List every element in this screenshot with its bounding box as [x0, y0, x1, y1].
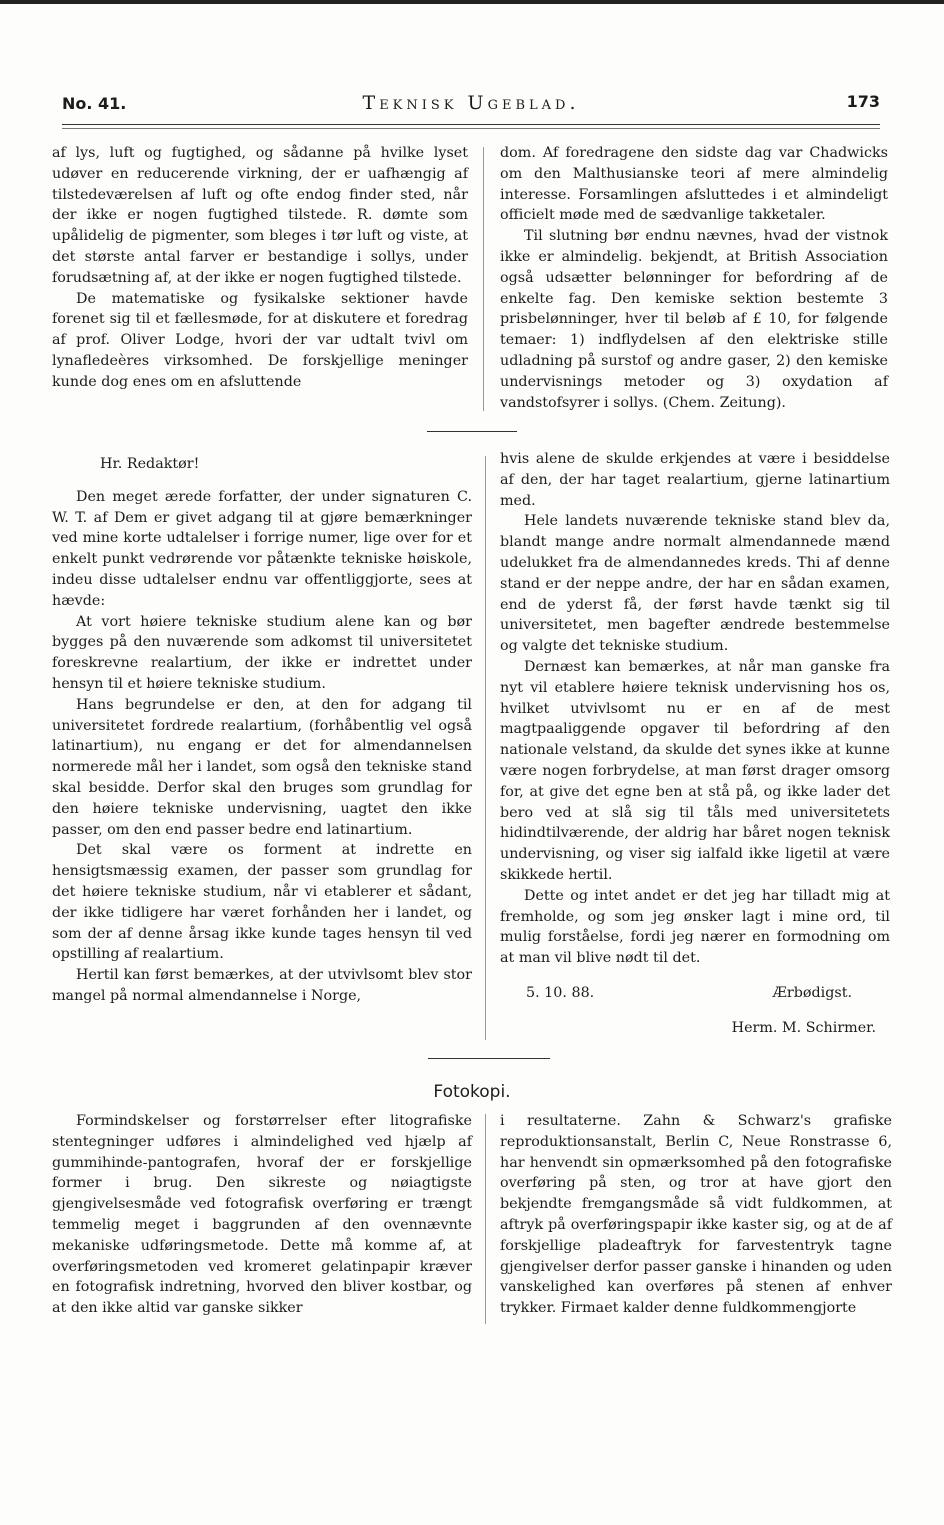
paragraph: Hans begrundelse er den, at den for adgang til universitetet fordrede realartium, (forhåbentlig vel også latinartium), nu engang er det for almendannelsen normerede mål her i landet, som også den tekniske stand skal besidde. Derfor skal den bruges som grundlag for den høiere tekniske undervisning, uagtet den ikke passer, om den end passer bedre end latinartium.	[52, 696, 472, 838]
paragraph: Dette og intet andet er det jeg har tilladt mig at fremholde, og som jeg ønsker lagt i mine ord, til mulig forståelse, fordi jeg nærer en formodning om at man vil blive nødt til det.	[500, 887, 890, 967]
letter-signature: Herm. M. Schirmer.	[731, 1019, 876, 1036]
page-top-border	[0, 0, 944, 4]
paragraph: hvis alene de skulde erkjendes at være i besiddelse af den, der har taget realartium, gjerne latinartium med.	[500, 451, 890, 509]
section1-right-column	[500, 143, 888, 413]
journal-title: Teknisk Ugeblad.	[362, 92, 580, 114]
header-rule-thin	[62, 128, 880, 129]
fotokopi-left-column	[52, 1111, 472, 1319]
paragraph: Dernæst kan bemærkes, at når man ganske fra nyt vil etablere høiere teknisk undervisning hos os, hvilket utvivlsomt nu er en af de mest magtpaaliggende opgaver til befordring af den nationale velstand, da skulde det synes ikke at kunne være nogen forbrydelse, at man først drager omsorg for, at give det egne ben at stå på, og ikke lader det bero ved at slå sig til tåls med universitetets hidindtilværende, der aldrig har båret nogen teknisk undervisning, og viser sig ialfald ikke ligetil at være skikkede hertil.	[500, 658, 890, 883]
section-title: Fotokopi.	[433, 1082, 511, 1102]
column-divider	[485, 1114, 486, 1324]
issue-number: No. 41.	[62, 94, 127, 113]
paragraph: dom. Af foredragene den sidste dag var Chadwicks om den Malthusianske teori af mere almindelig interesse. Forsamlingen afsluttedes i et almindeligt officielt møde med de sædvanlige takketaler.	[500, 145, 888, 224]
letter-closing: Ærbødigst.	[772, 984, 852, 1001]
paragraph: Den meget ærede forfatter, der under signaturen C. W. T. af Dem er givet adgang til at gjøre bemærkninger ved mine korte udtalelser i forrige numer, lige over for et enkelt punkt vedrørende vor påtænkte tekniske høiskole, indeu disse udtalelser endnu var offentliggjorte, sees at hævde:	[52, 488, 472, 609]
running-header	[62, 92, 880, 122]
paragraph: i resultaterne. Zahn & Schwarz's grafiske reproduktionsanstalt, Berlin C, Neue Ronstrasse 6, har henvendt sin opmærksomhed på den fotografiske overføring på sten, og tror at have gjort den bekjendte fremgangsmåde så vidt fuldkommen, at aftryk på overføringspapir ikke kaster sig, og at de af forskjellige pladeaftryk for farvestentryk tagne gjengivelser derfor passer ganske i hinanden og uden vanskelighed kan overføres på stenen af enhver trykker. Firmaet kalder denne fuldkommengjorte	[500, 1113, 892, 1317]
paragraph: At vort høiere tekniske studium alene kan og bør bygges på den nuværende som adkomst til universitetet foreskrevne realartium, der ikke er indrettet under hensyn til et høiere tekniske studium.	[52, 613, 472, 692]
page-number: 173	[846, 92, 880, 111]
section-separator	[428, 1058, 550, 1059]
letter-date: 5. 10. 88.	[526, 984, 595, 1001]
letter-right-column	[500, 449, 890, 1039]
paragraph: Til slutning bør endnu nævnes, hvad der vistnok ikke er almindelig. bekjendt, at British Association også udsætter belønninger for befordring af de enkelte fag. Den kemiske sektion bestemte 3 prisbelønninger, hver til beløb af £ 10, for følgende temaer: 1) indflydelsen af den elektriske stille udladning på surstof og andre gaser, 2) den kemiske undervisnings metoder og 3) oxydation af vandstofsyrer i sollys. (Chem. Zeitung).	[500, 228, 888, 411]
letter-closing-line	[500, 983, 890, 1004]
paragraph: De matematiske og fysikalske sektioner havde forenet sig til et fællesmøde, for at diskutere et foredrag af prof. Oliver Lodge, hvori der var udtalt tvivl om lynafledeères virksomhed. De forskjellige meninger kunde dog enes om en afsluttende	[52, 290, 468, 390]
paragraph: Det skal være os forment at indrette en hensigtsmæssig examen, der passer som grundlag for det høiere tekniske studium, når vi etablerer et sådant, der ikke tidligere har været forhånden her i landet, og som der af denne årsag ikke kunde tages hensyn til ved opstilling af realartium.	[52, 842, 472, 963]
paragraph: Hertil kan først bemærkes, at der utvivlsomt blev stor mangel på normal almendannelse i Norge,	[52, 967, 472, 1004]
column-divider	[485, 456, 486, 1040]
column-divider	[483, 147, 484, 411]
paragraph: af lys, luft og fugtighed, og sådanne på hvilke lyset udøver en reducerende virkning, der er uafhængig af tilstedeværelsen af luft og ofte endog finder sted, når der ikke er nogen fugtighed tilstede. R. dømte som upålidelig de pigmenter, som bleges i tør luft og viste, at det største antal farver er bestandige i sollys, under forudsætning af, at der ikke er nogen fugtighed tilstede.	[52, 145, 468, 286]
paragraph: Hele landets nuværende tekniske stand blev da, blandt mange andre normalt almendannede mænd udelukket fra de almendannedes kreds. Thi af denne stand er der neppe andre, der har en sådan examen, end de yderst få, der først havde tænkt sig til universitetet, men bagefter ændrede bestemmelse og valgte det tekniske studium.	[500, 513, 890, 655]
header-rule	[62, 124, 880, 125]
letter-left-column	[52, 454, 472, 1007]
fotokopi-right-column	[500, 1111, 892, 1319]
letter-salutation: Hr. Redaktør!	[100, 456, 200, 472]
section1-left-column	[52, 143, 468, 393]
section-separator	[427, 431, 517, 432]
paragraph: Formindskelser og forstørrelser efter litografiske stentegninger udføres i almindelighed ved hjælp af gummihinde-pantografen, hvoraf der er forskjellige former i brug. Den sikreste og nøiagtigste gjengivelsesmåde ved fotografisk overføring er trængt temmelig meget i baggrunden af den ovennævnte mekaniske udføringsmetode. Dette må komme af, at overføringsmetoden ved kromeret gelatinpapir kræver en fotografisk indretning, hvorved den bliver kostbar, og at den ikke altid var ganske sikker	[52, 1113, 472, 1317]
